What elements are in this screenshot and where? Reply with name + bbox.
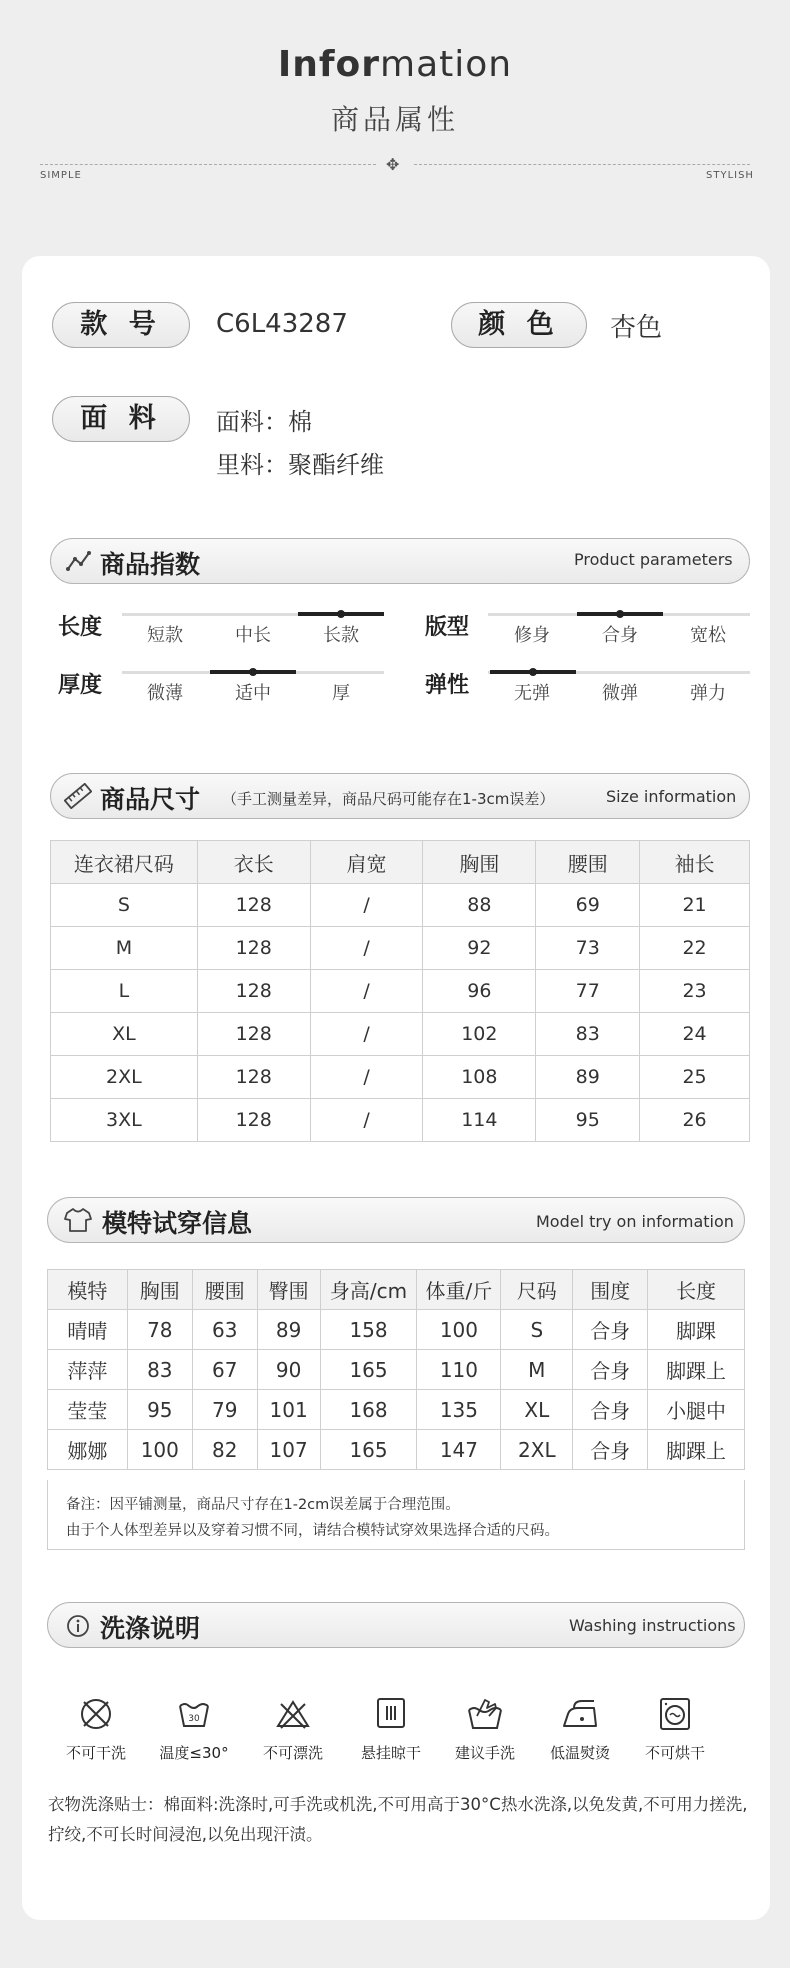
- table-cell: 脚踝上: [648, 1350, 745, 1390]
- color-value: 杏色: [610, 313, 663, 343]
- param-opt: 适中: [235, 683, 271, 704]
- table-cell: 110: [417, 1350, 501, 1390]
- style-no-label: 款 号: [52, 302, 190, 348]
- table-cell: 脚踝: [648, 1310, 745, 1350]
- table-cell: M: [501, 1350, 573, 1390]
- table-cell: 95: [536, 1099, 640, 1142]
- table-cell: 2XL: [501, 1430, 573, 1470]
- table-cell: 合身: [573, 1430, 648, 1470]
- table-cell: S: [51, 884, 198, 927]
- model-title: 模特试穿信息: [102, 1209, 253, 1238]
- table-cell: 26: [640, 1099, 750, 1142]
- model-col-header: 模特: [48, 1270, 128, 1310]
- low-iron-icon: [560, 1696, 600, 1732]
- table-row: [48, 1390, 745, 1430]
- wash-item: [626, 1696, 724, 1763]
- params-title: 商品指数: [100, 550, 201, 579]
- info-circle-icon: [66, 1614, 90, 1638]
- wash-label: 建议手洗: [454, 1744, 515, 1762]
- wash-item: [436, 1696, 534, 1763]
- table-cell: /: [310, 1013, 423, 1056]
- info-title: [0, 44, 790, 85]
- table-row: [51, 927, 750, 970]
- param-opt: 修身: [514, 625, 550, 646]
- washing-tips: [48, 1790, 760, 1850]
- hang-dry-icon: [373, 1696, 409, 1732]
- table-cell: 108: [423, 1056, 536, 1099]
- hand-wash-icon: [463, 1696, 507, 1732]
- no-bleach-icon: [275, 1696, 311, 1732]
- wash-label: 温度≤30°: [159, 1744, 229, 1762]
- size-col-header: 肩宽: [310, 841, 423, 884]
- table-cell: 3XL: [51, 1099, 198, 1142]
- ruler-icon: [64, 783, 92, 809]
- table-row: [48, 1430, 745, 1470]
- table-cell: 69: [536, 884, 640, 927]
- table-cell: 100: [127, 1430, 192, 1470]
- param-opt: 微弹: [602, 683, 638, 704]
- table-row: [51, 970, 750, 1013]
- wash-item: [531, 1696, 629, 1763]
- table-cell: 158: [320, 1310, 417, 1350]
- washing-tips-label: 衣物洗涤贴士：: [48, 1795, 164, 1814]
- fabric-label: 面 料: [52, 396, 190, 442]
- wash-label: 不可烘干: [644, 1744, 705, 1762]
- table-cell: XL: [501, 1390, 573, 1430]
- model-table: [47, 1269, 745, 1470]
- model-table-header: [48, 1270, 745, 1310]
- table-cell: XL: [51, 1013, 198, 1056]
- table-cell: 128: [197, 927, 310, 970]
- table-cell: L: [51, 970, 198, 1013]
- size-table-header: [51, 841, 750, 884]
- table-cell: 73: [536, 927, 640, 970]
- wash-label: 悬挂晾干: [360, 1744, 421, 1762]
- table-cell: 小腿中: [648, 1390, 745, 1430]
- table-cell: 娜娜: [48, 1430, 128, 1470]
- wash-30-icon: [176, 1696, 212, 1732]
- table-cell: 24: [640, 1013, 750, 1056]
- model-col-header: 身高/cm: [320, 1270, 417, 1310]
- param-opt: 厚: [332, 683, 350, 704]
- table-cell: 128: [197, 884, 310, 927]
- table-cell: 165: [320, 1430, 417, 1470]
- table-cell: 78: [127, 1310, 192, 1350]
- table-cell: 102: [423, 1013, 536, 1056]
- table-cell: 合身: [573, 1310, 648, 1350]
- table-cell: 23: [640, 970, 750, 1013]
- table-cell: 77: [536, 970, 640, 1013]
- param-opt: 中长: [235, 625, 271, 646]
- table-cell: 89: [536, 1056, 640, 1099]
- wash-label: 不可干洗: [65, 1744, 126, 1762]
- table-cell: 67: [192, 1350, 257, 1390]
- param-opt: 微薄: [147, 683, 183, 704]
- table-cell: 晴晴: [48, 1310, 128, 1350]
- table-cell: 95: [127, 1390, 192, 1430]
- table-cell: 147: [417, 1430, 501, 1470]
- table-cell: 92: [423, 927, 536, 970]
- wash-item: [244, 1696, 342, 1763]
- table-cell: 63: [192, 1310, 257, 1350]
- table-cell: 128: [197, 1013, 310, 1056]
- table-cell: 82: [192, 1430, 257, 1470]
- table-row: [51, 1099, 750, 1142]
- table-cell: 莹莹: [48, 1390, 128, 1430]
- table-row: [51, 884, 750, 927]
- param-label-fit: 版型: [425, 615, 470, 640]
- table-cell: 128: [197, 970, 310, 1013]
- param-opt: 合身: [602, 625, 638, 646]
- param-opt: 短款: [147, 625, 183, 646]
- table-cell: 107: [257, 1430, 320, 1470]
- fabric-lining: 里料：聚酯纤维: [216, 451, 384, 479]
- table-cell: 128: [197, 1056, 310, 1099]
- table-cell: /: [310, 1056, 423, 1099]
- header-divider-left: [40, 164, 376, 165]
- table-cell: 135: [417, 1390, 501, 1430]
- table-cell: 96: [423, 970, 536, 1013]
- no-tumble-dry-icon: [657, 1696, 693, 1732]
- table-cell: /: [310, 1099, 423, 1142]
- param-opt: 无弹: [514, 683, 550, 704]
- param-label-thickness: 厚度: [58, 673, 103, 698]
- model-col-header: 臀围: [257, 1270, 320, 1310]
- header-simple-label: SIMPLE: [40, 170, 82, 181]
- model-note-box: [47, 1480, 745, 1550]
- info-title-bold: Infor: [277, 44, 381, 85]
- style-no-value: C6L43287: [216, 309, 348, 339]
- param-label-length: 长度: [58, 615, 103, 640]
- param-opt: 弹力: [690, 683, 726, 704]
- table-cell: /: [310, 927, 423, 970]
- table-cell: 79: [192, 1390, 257, 1430]
- table-cell: 22: [640, 927, 750, 970]
- table-cell: 脚踝上: [648, 1430, 745, 1470]
- table-cell: S: [501, 1310, 573, 1350]
- table-cell: 合身: [573, 1390, 648, 1430]
- size-col-header: 胸围: [423, 841, 536, 884]
- table-cell: 合身: [573, 1350, 648, 1390]
- cross-ornament-icon: ✥: [386, 155, 400, 174]
- model-col-header: 体重/斤: [417, 1270, 501, 1310]
- table-cell: 89: [257, 1310, 320, 1350]
- param-opt: 宽松: [690, 625, 726, 646]
- table-cell: M: [51, 927, 198, 970]
- param-opt: 长款: [323, 625, 359, 646]
- table-cell: 165: [320, 1350, 417, 1390]
- table-cell: 25: [640, 1056, 750, 1099]
- param-dot-elastic: [529, 668, 537, 676]
- table-row: [48, 1350, 745, 1390]
- size-title: 商品尺寸: [100, 785, 201, 814]
- trend-chart-icon: [66, 549, 92, 573]
- no-dry-clean-icon: [78, 1696, 114, 1732]
- info-subtitle: 商品属性: [330, 103, 459, 136]
- washing-tips-text: 棉面料:洗涤时,可手洗或机洗,不可用高于30°C热水洗涤,以免发黄,不可用力搓洗,拧绞,不可长时间浸泡,以免出现汗渍。: [48, 1795, 748, 1844]
- size-title-en: Size information: [606, 787, 737, 806]
- table-row: [51, 1013, 750, 1056]
- table-cell: 2XL: [51, 1056, 198, 1099]
- table-cell: 83: [536, 1013, 640, 1056]
- size-col-header: 袖长: [640, 841, 750, 884]
- svg-text:30: 30: [188, 1714, 200, 1724]
- header-divider-right: [414, 164, 750, 165]
- table-cell: 114: [423, 1099, 536, 1142]
- wash-label: 低温熨烫: [549, 1744, 610, 1762]
- wash-label: 不可漂洗: [262, 1744, 323, 1762]
- table-cell: 88: [423, 884, 536, 927]
- param-dot-length: [337, 610, 345, 618]
- model-col-header: 胸围: [127, 1270, 192, 1310]
- size-col-header: 连衣裙尺码: [51, 841, 198, 884]
- table-cell: 21: [640, 884, 750, 927]
- wash-item: [342, 1696, 440, 1763]
- washing-title-en: Washing instructions: [569, 1616, 736, 1635]
- model-col-header: 围度: [573, 1270, 648, 1310]
- washing-title: 洗涤说明: [100, 1614, 201, 1643]
- size-col-header: 衣长: [197, 841, 310, 884]
- wash-item: [145, 1696, 243, 1763]
- model-note-line2: 由于个人体型差异以及穿着习惯不同，请结合模特试穿效果选择合适的尺码。: [66, 1523, 559, 1539]
- size-col-header: 腰围: [536, 841, 640, 884]
- info-title-light: mation: [380, 44, 513, 85]
- table-cell: 128: [197, 1099, 310, 1142]
- param-dot-fit: [616, 610, 624, 618]
- header-stylish-label: STYLISH: [706, 170, 754, 181]
- tshirt-icon: [64, 1207, 92, 1233]
- table-cell: 83: [127, 1350, 192, 1390]
- table-cell: /: [310, 970, 423, 1013]
- table-cell: /: [310, 884, 423, 927]
- params-title-en: Product parameters: [574, 550, 733, 569]
- wash-item: [47, 1696, 145, 1763]
- table-row: [48, 1310, 745, 1350]
- model-title-en: Model try on information: [536, 1212, 734, 1231]
- table-cell: 90: [257, 1350, 320, 1390]
- model-col-header: 腰围: [192, 1270, 257, 1310]
- param-label-elastic: 弹性: [425, 673, 470, 698]
- size-table: [50, 840, 750, 1142]
- table-cell: 萍萍: [48, 1350, 128, 1390]
- table-cell: 168: [320, 1390, 417, 1430]
- color-label: 颜 色: [451, 302, 587, 348]
- param-dot-thickness: [249, 668, 257, 676]
- table-row: [51, 1056, 750, 1099]
- model-col-header: 长度: [648, 1270, 745, 1310]
- model-note-line1: 备注：因平铺测量，商品尺寸存在1-2cm误差属于合理范围。: [66, 1497, 460, 1513]
- table-cell: 101: [257, 1390, 320, 1430]
- table-cell: 100: [417, 1310, 501, 1350]
- fabric-outer: 面料：棉: [216, 408, 312, 436]
- size-note: （手工测量差异，商品尺码可能存在1-3cm误差）: [222, 790, 555, 808]
- model-col-header: 尺码: [501, 1270, 573, 1310]
